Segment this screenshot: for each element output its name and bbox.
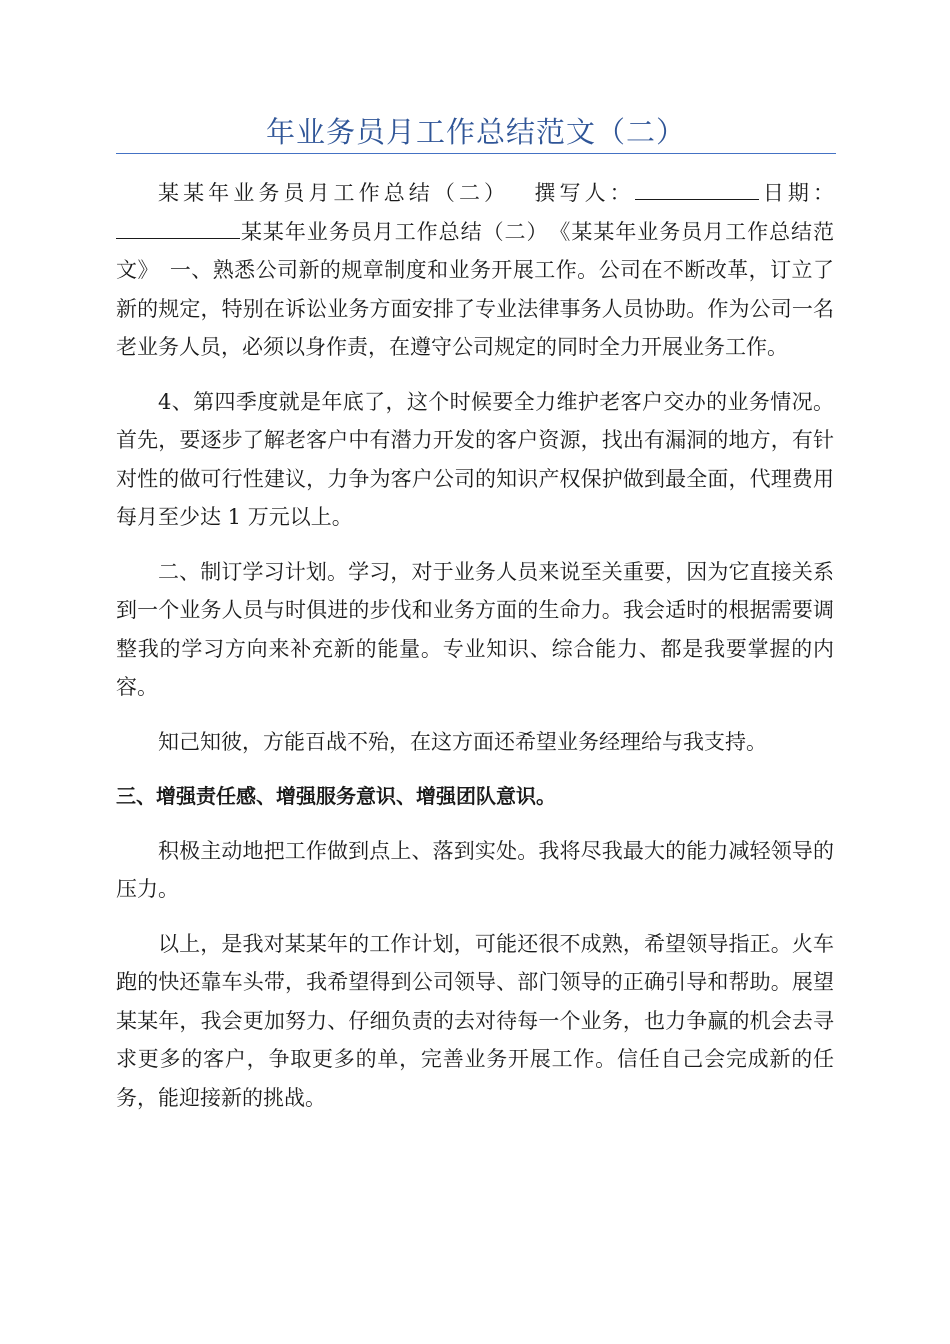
paragraph-study-plan: 二、制订学习计划。学习，对于业务人员来说至关重要，因为它直接关系到一个业务人员与时俱进的步伐和业务方面的生命力。我会适时的根据需要调整我的学习方向来补充新的能量。专业知识、综合能力、都是我要掌握的内容。 [116, 559, 834, 699]
section-heading: 三、增强责任感、增强服务意识、增强团队意识。 [116, 784, 556, 808]
title-underline [116, 153, 836, 154]
author-blank [635, 175, 759, 200]
date-blank [116, 214, 240, 239]
document-title: 年业务员月工作总结范文（二） [265, 115, 686, 149]
intro-paragraph [116, 174, 834, 367]
intro-text-date: 日期： [758, 181, 834, 205]
paragraph-q4: 4、第四季度就是年底了，这个时候要全力维护老客户交办的业务情况。首先，要逐步了解老客户中有潜力开发的客户资源，找出有漏洞的地方，有针对性的做可行性建议，力争为客户公司的知识产权保护做到最全面，代理费用每月至少达 1 万元以上。 [116, 389, 834, 529]
document-body [116, 174, 834, 1133]
intro-text-body: 某某年业务员月工作总结（二） 《某某年业务员月工作总结范文》 一、熟悉公司新的规章制度和业务开展工作。公司在不断改革，订立了新的规定，特别在诉讼业务方面安排了专业法律事务人员协助。作为公司一名老业务人员，必须以身作责，在遵守公司规定的同时全力开展业务工作。 [116, 219, 834, 359]
intro-text-author: 某某年业务员月工作总结（二） 撰写人： [158, 181, 635, 205]
paragraph-support: 知己知彼，方能百战不殆，在这方面还希望业务经理给与我支持。 [158, 729, 767, 754]
paragraph-conclusion: 以上，是我对某某年的工作计划，可能还很不成熟，希望领导指正。火车跑的快还靠车头带，我希望得到公司领导、部门领导的正确引导和帮助。展望某某年，我会更加努力、仔细负责的去对待每一个业务，也力争赢的机会去寻求更多的客户，争取更多的单，完善业务开展工作。信任自己会完成新的任务，能迎接新的挑战。 [116, 931, 834, 1110]
paragraph-initiative: 积极主动地把工作做到点上、落到实处。我将尽我最大的能力减轻领导的压力。 [116, 838, 834, 901]
